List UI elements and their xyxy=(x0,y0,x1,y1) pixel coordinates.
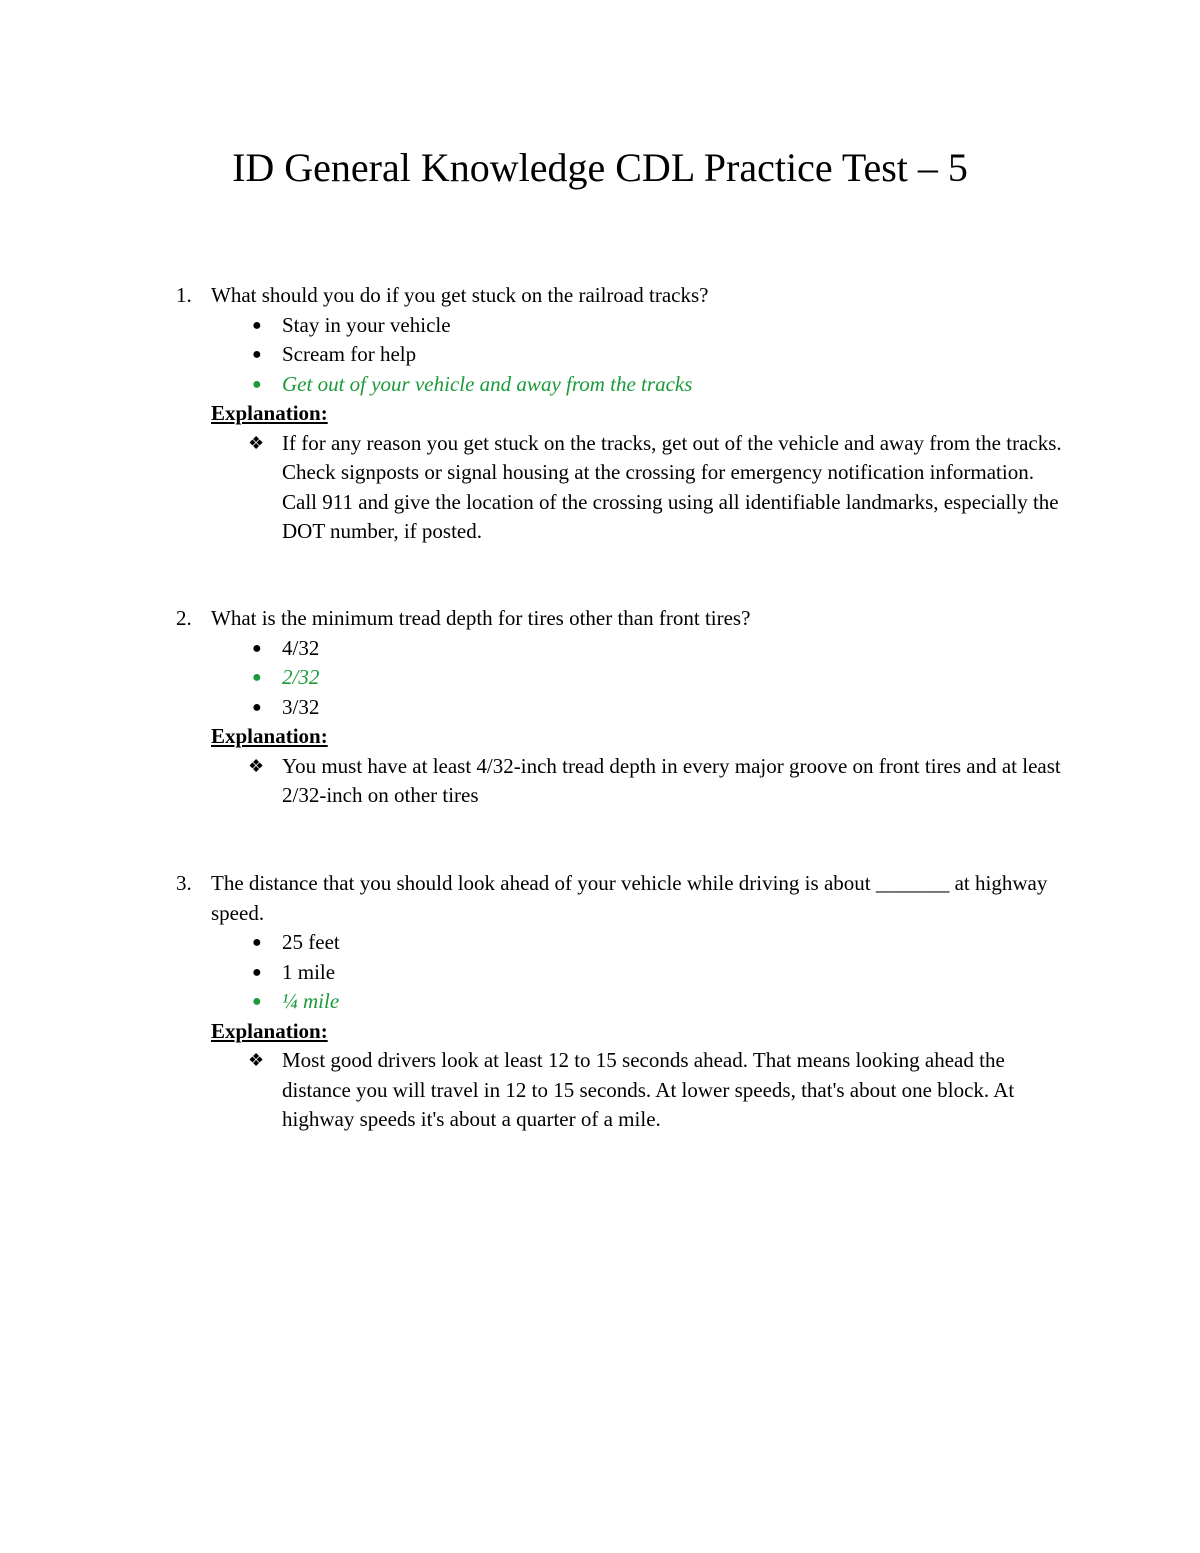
option-text: 4/32 xyxy=(282,635,320,660)
question-line xyxy=(0,869,1200,928)
question-line xyxy=(0,281,1200,311)
four-diamond-icon: ❖ xyxy=(248,755,265,776)
answer-option-correct xyxy=(0,370,1200,400)
option-text: 1 mile xyxy=(282,959,336,984)
question-number: 1. xyxy=(176,283,192,307)
bullet-icon: ● xyxy=(252,934,262,951)
explanation xyxy=(0,1046,1200,1135)
option-text: Get out of your vehicle and away from the tracks xyxy=(282,371,693,396)
bullet-icon: ● xyxy=(252,698,262,716)
explanation-text: If for any reason you get stuck on the tracks, get out of the vehicle and away from the tracks. Check signposts or signal housing at the crossing for emergency notification information. Call 911 and give the location of the crossing using all identifiable landmarks, especially the DOT number, if posted. xyxy=(282,430,1062,543)
question-number: 3. xyxy=(176,871,192,895)
question-1 xyxy=(0,281,1200,547)
question-number: 2. xyxy=(176,606,192,630)
explanation-text: Most good drivers look at least 12 to 15 seconds ahead. That means looking ahead the distance you will travel in 12 to 15 seconds. At lower speeds, that's about one block. At highway speeds it's about a quarter of a mile. xyxy=(282,1048,1015,1131)
question-text: What is the minimum tread depth for tires other than front tires? xyxy=(211,606,751,630)
question-text: What should you do if you get stuck on the railroad tracks? xyxy=(211,283,709,307)
answer-option-correct xyxy=(0,987,1200,1017)
explanation-heading: Explanation: xyxy=(211,724,328,748)
option-text: 25 feet xyxy=(282,930,340,954)
explanation xyxy=(0,429,1200,547)
page-title: ID General Knowledge CDL Practice Test – 5 xyxy=(232,145,968,190)
question-text: The distance that you should look ahead of your vehicle while driving is about _______ at highway speed. xyxy=(211,871,1048,925)
option-text: 3/32 xyxy=(282,694,320,719)
answer-option xyxy=(0,958,1200,988)
four-diamond-icon: ❖ xyxy=(248,1050,265,1070)
answer-option xyxy=(0,311,1200,341)
option-text: 2/32 xyxy=(282,665,320,689)
option-text: Stay in your vehicle xyxy=(282,312,451,337)
question-3 xyxy=(0,869,1200,1135)
bullet-icon: ● xyxy=(252,963,262,981)
explanation-text: You must have at least 4/32-inch tread depth in every major groove on front tires and at least 2/32-inch on other tires xyxy=(282,753,1061,807)
answer-option xyxy=(0,340,1200,370)
explanation xyxy=(0,752,1200,811)
answer-option-correct xyxy=(0,663,1200,693)
question-2 xyxy=(0,604,1200,811)
answer-option xyxy=(0,634,1200,664)
explanation-heading: Explanation: xyxy=(211,1018,328,1043)
bullet-icon: ● xyxy=(252,346,262,363)
four-diamond-icon: ❖ xyxy=(248,432,265,453)
option-text: Scream for help xyxy=(282,342,417,366)
bullet-icon: ● xyxy=(252,669,262,686)
answer-option xyxy=(0,928,1200,958)
bullet-icon: ● xyxy=(252,375,262,393)
option-text: ¼ mile xyxy=(282,989,340,1013)
answer-option xyxy=(0,693,1200,723)
bullet-icon: ● xyxy=(252,316,262,334)
explanation-heading: Explanation: xyxy=(211,401,328,425)
bullet-icon: ● xyxy=(252,993,262,1010)
question-line xyxy=(0,604,1200,634)
bullet-icon: ● xyxy=(252,639,262,657)
